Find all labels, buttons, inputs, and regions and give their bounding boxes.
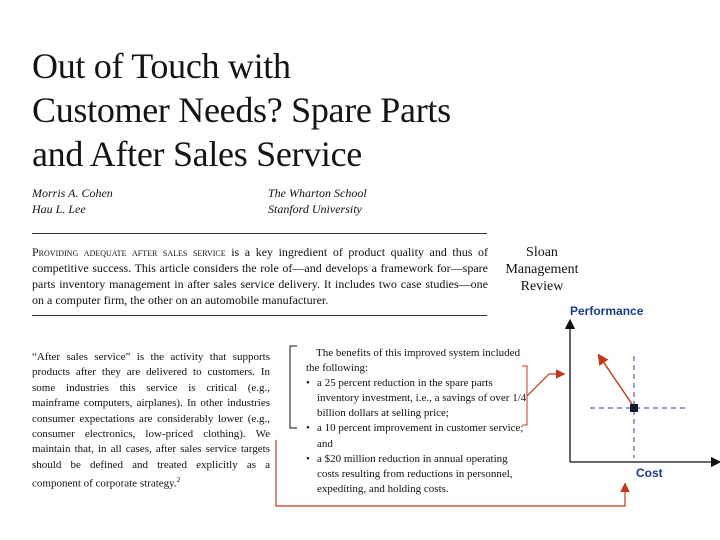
author-name-1: Morris A. Cohen bbox=[32, 186, 113, 200]
bullet-icon: • bbox=[306, 377, 310, 390]
author-name-2: Hau L. Lee bbox=[32, 202, 86, 216]
title-line-2: Customer Needs? Spare Parts bbox=[32, 90, 451, 130]
connector-arrow-top bbox=[527, 374, 562, 396]
author-affiliation-1: The Wharton School bbox=[268, 186, 367, 200]
bullet-icon: • bbox=[306, 452, 310, 465]
footnote-mark: 2 bbox=[176, 476, 181, 485]
body-text: “After sales service” is the activity that supports products after they are delivered to customers. In some industries this service is critical (e.g., mainframe computers, airplanes). In other industries consumer expectations are considerably lower (e.g., consumer electronics, low-priced clothing). We maintain that, in all cases, after sales service targets should be defined and treated explicitly as a component of corporate strategy. bbox=[32, 351, 270, 490]
improvement-arrow bbox=[600, 357, 634, 407]
bullet-icon: • bbox=[306, 422, 310, 435]
abstract-lead: Providing adequate after sales service bbox=[32, 245, 226, 259]
connector-arrow-bottom bbox=[276, 440, 625, 506]
current-position-point bbox=[630, 404, 638, 412]
benefit-text-3: a $20 million reduction in annual operating costs resulting from reductions in personnel, expediting, and holding costs. bbox=[317, 452, 513, 495]
abstract-text: is a key ingredient of product quality and thus of competitive success. This article considers the role of—and develops a framework for—spare parts inventory management in after sales service delivery. It includes two case studies—one on a computer firm, the other on an automobile manufacturer. bbox=[32, 245, 488, 307]
title-line-1: Out of Touch with bbox=[32, 46, 291, 86]
title-line-3: and After Sales Service bbox=[32, 134, 362, 174]
author-affiliation-2: Stanford University bbox=[268, 202, 362, 216]
benefits-intro: The benefits of this improved system included the following: bbox=[306, 347, 521, 375]
x-axis-label: Cost bbox=[636, 466, 663, 480]
benefit-text-2: a 10 percent improvement in customer service; and bbox=[317, 422, 524, 450]
journal-line-2: Management bbox=[505, 262, 579, 277]
bracket-right bbox=[522, 366, 527, 425]
journal-line-1: Sloan bbox=[526, 245, 558, 260]
bracket-left bbox=[290, 346, 297, 428]
benefit-text-1: a 25 percent reduction in the spare parts inventory investment, i.e., a savings of over 1/4 billion dollars at selling price; bbox=[317, 377, 527, 420]
journal-line-3: Review bbox=[520, 279, 564, 294]
y-axis-label: Performance bbox=[570, 304, 644, 318]
